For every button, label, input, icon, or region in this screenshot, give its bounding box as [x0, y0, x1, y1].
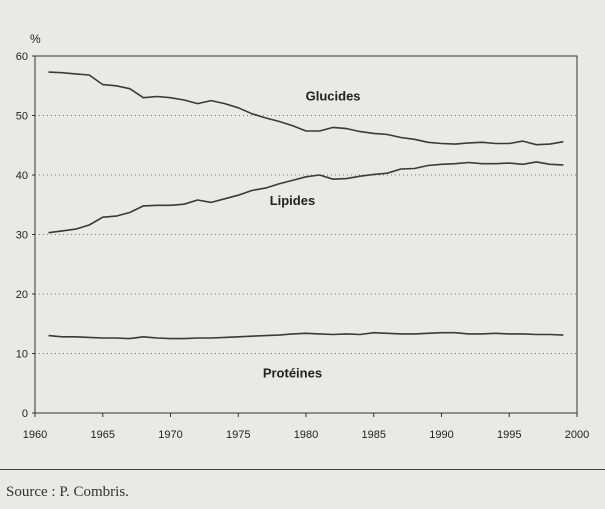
- y-tick-label-50: 50: [15, 110, 28, 123]
- x-tick-label-1990: 1990: [429, 429, 454, 441]
- series-label-glucides: Glucides: [305, 88, 361, 104]
- series-label-protines: Protéines: [262, 365, 323, 381]
- y-tick-label-40: 40: [15, 170, 28, 182]
- x-tick-label-1995: 1995: [497, 429, 522, 441]
- series-line-protines: [49, 333, 564, 339]
- series-label-lipides: Lipides: [269, 192, 316, 208]
- y-tick-label-10: 10: [15, 348, 28, 361]
- x-tick-label-1970: 1970: [158, 429, 183, 441]
- bottom-rule: [0, 469, 605, 470]
- y-tick-label-0: 0: [21, 408, 28, 420]
- y-tick-label-20: 20: [15, 289, 28, 301]
- y-tick-label-30: 30: [15, 229, 28, 242]
- tick-labels: [16, 51, 589, 441]
- x-tick-label-1975: 1975: [226, 429, 251, 441]
- y-axis-unit-label: %: [30, 32, 41, 46]
- series-line-glucides: [49, 72, 564, 145]
- x-tick-label-1960: 1960: [22, 429, 48, 441]
- source-note: Source : P. Combris.: [6, 484, 129, 500]
- y-tick-label-60: 60: [15, 51, 28, 63]
- x-tick-label-2000: 2000: [564, 429, 590, 441]
- gridlines: [35, 116, 577, 354]
- x-tick-label-1965: 1965: [90, 429, 115, 441]
- x-tick-label-1985: 1985: [361, 429, 386, 441]
- x-tick-label-1980: 1980: [293, 429, 319, 441]
